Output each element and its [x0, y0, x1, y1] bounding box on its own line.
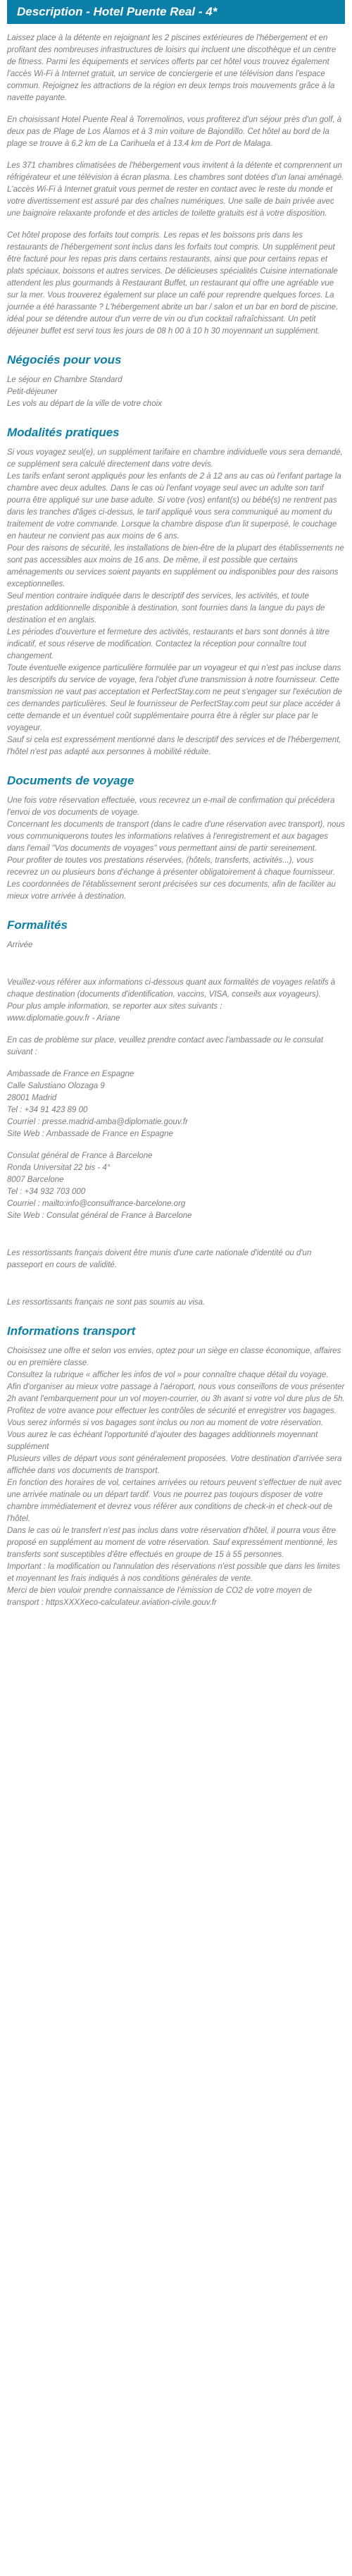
documents-line: Pour profiter de toutes vos prestations réservées, (hôtels, transferts, activités...), vous recevrez un ou plusieurs bons d'échange à présenter obligatoirement à chaque fournisseur.: [7, 856, 335, 877]
documents-text: [7, 795, 345, 903]
modalites-section: [7, 426, 345, 758]
page-title-banner: Description - Hotel Puente Real - 4*: [7, 0, 345, 24]
description-paragraph: En choisissant Hotel Puente Real à Torremolinos, vous profiterez d'un séjour près d'un golf, à deux pas de Plage de Los Álamos et à 3 min voiture de Bajondillo. Cet hôtel au bord de la plage se trouve à 6,2 km de La Carihuela et à 13,4 km de Port de Malaga.: [7, 116, 342, 148]
transport-line: Choisissez une offre et selon vos envies, optez pour un siège en classe économique, affaires ou en première classe.: [7, 1347, 341, 1367]
documents-line: Concernant les documents de transport (dans le cadre d'une réservation avec transport), nous vous communiquerons toutes les informations relatives à l'enregistrement et aux bagages dans l'email "Vos documents de voyages" vous permettant ainsi de partir sereinement.: [7, 820, 345, 853]
modalites-text: [7, 447, 345, 758]
modalites-line: Sauf si cela est expressément mentionné dans le descriptif des services et de l'hébergement, l'hôtel n'est pas adapté aux personnes à mobilité réduite.: [7, 736, 341, 756]
formalites-note-visa: Les ressortissants français ne sont pas soumis au visa.: [7, 1298, 206, 1307]
description-paragraph: Cet hôtel propose des forfaits tout compris. Les repas et les boissons pris dans les restaurants de l'hébergement sont inclus dans les forfaits tout compris. Un supplément peut être facturé pour les repas pris dans certains restaurants, ainsi que pour certains repas et plats spéciaux, boissons et autres services. De délicieuses spécialités Cuisine internationale attendent les plus gourmands à Restaurant Buffet, un restaurant qui offre une agréable vue sur la mer. Vous trouverez également sur place un café pour reprendre quelques forces. La journée a été harassante ? L'hébergement abrite un bar / salon et un bar en bord de piscine, idéal pour se détendre autour d'un verre de vin ou d'un cocktail rafraîchissant. Un petit déjeuner buffet est servi tous les jours de 08 h 00 à 10 h 30 moyennant un supplément.: [7, 231, 339, 335]
list-item: Les vols au départ de la ville de votre choix: [7, 400, 162, 408]
documents-section: [7, 774, 345, 903]
documents-heading: Documents de voyage: [7, 774, 134, 787]
transport-text: [7, 1345, 345, 1609]
transport-line: En fonction des horaires de vol, certaines arrivées ou retours peuvent s'effectuer de nuit avec une arrivée matinale ou un départ tardif. Vous ne pourrez pas toujours disposer de votre chambre immédiatement et devrez vous référer aux conditions de check-in et check-out de l'hôtel.: [7, 1479, 342, 1523]
formalites-line: Veuillez-vous référer aux informations ci-dessous quant aux formalités de voyages relatifs à chaque destination (documents d'identification, vaccins, VISA, conseils aux voyageurs).: [7, 978, 336, 999]
modalites-line: Les tarifs enfant seront appliqués pour les enfants de 2 à 12 ans au cas où l'enfant partage la chambre avec deux adultes. Dans le cas où l'enfant voyage seul avec un adulte son tarif pourra être appliqué sur une base adulte. Si votre (vos) enfant(s) ou bébé(s) ne rentrent pas dans les tranches d'âges ci-dessus, le tarif appliqué vous sera communiqué au moment du traitement de votre commande. Lorsque la chambre dispose d'un lit superposé, le couchage en hauteur ne convient pas aux moins de 6 ans.: [7, 472, 341, 541]
ambassade-website[interactable]: Site Web : Ambassade de France en Espagne: [7, 1130, 173, 1138]
list-item: Petit-déjeuner: [7, 388, 58, 396]
transport-line: Afin d'organiser au mieux votre passage à l'aéroport, nous vous conseillons de vous présenter 2h avant l'embarquement pour un vol moyen-courrier, ou 3h avant si votre vol dure plus de 5h. Profitez de votre avance pour effectuer les contrôles de sécurité et enregistrer vos bagages.: [7, 1383, 345, 1415]
consulat-phone: Tel : +34 932 703 000: [7, 1188, 86, 1196]
formalites-note-id: Les ressortissants français doivent être munis d'une carte nationale d'identité ou d'un passeport en cours de validité.: [7, 1249, 312, 1269]
formalites-section: [7, 918, 345, 1309]
description-paragraph: Les 371 chambres climatisées de l'hébergement vous invitent à la détente et comprennent un réfrigérateur et une télévision à écran plasma. Les chambres sont dotées d'un lanai aménagé. L'accès Wi-Fi à Internet gratuit vous permet de rester en contact avec le reste du monde et votre divertissement est assuré par des chaînes numériques. Une salle de bain privée avec une baignoire relaxante profonde et des articles de toilette gratuits est à votre disposition.: [7, 161, 344, 218]
modalites-line: Seul mention contraire indiquée dans le descriptif des services, les activités, et toute prestation additionnelle disponible à destination, sont fournies dans la langue du pays de destination et en anglais.: [7, 592, 325, 624]
documents-line: Les coordonnées de l'établissement seront précisées sur ces documents, afin de faciliter au mieux votre arrivée à destination.: [7, 880, 336, 901]
negocies-heading: Négociés pour vous: [7, 353, 122, 366]
ambassade-street: Calle Salustiano Olozaga 9: [7, 1082, 105, 1090]
spacer: [7, 1232, 345, 1247]
modalites-heading: Modalités pratiques: [7, 426, 120, 439]
ambassade-city: 28001 Madrid: [7, 1094, 57, 1102]
modalites-line: Pour des raisons de sécurité, les installations de bien-être de la plupart des établissements ne sont pas accessibles aux moins de 16 ans. De même, il est possible que certains aménagements ou services soient payants en supplément ou indisponibles pour des raisons exceptionnelles.: [7, 544, 344, 588]
description-section: [7, 32, 345, 338]
documents-line: Une fois votre réservation effectuée, vous recevrez un e-mail de confirmation qui précédera l'envoi de vos documents de voyage.: [7, 796, 335, 817]
ambassade-email[interactable]: Courriel : presse.madrid-amba@diplomatie.gouv.fr: [7, 1118, 188, 1126]
transport-line: Important : la modification ou l'annulation des réservations n'est possible que dans les limites et moyennant les frais indiqués à nos conditions générales de vente.: [7, 1563, 340, 1583]
formalites-info: [7, 977, 345, 1025]
consulat-block: [7, 1150, 345, 1222]
ambassade-phone: Tel : +34 91 423 89 00: [7, 1106, 88, 1114]
negocies-section: [7, 353, 345, 410]
consulat-website[interactable]: Site Web : Consulat général de France à Barcelone: [7, 1212, 192, 1220]
formalites-arrivee: Arrivée: [7, 941, 33, 949]
spacer: [7, 961, 345, 977]
transport-heading: Informations transport: [7, 1324, 136, 1338]
transport-line: Merci de bien vouloir prendre connaissance de l'émission de CO2 de votre moyen de transport : httpsXXXXeco-calculateur.aviation-civile.gouv.fr: [7, 1586, 313, 1607]
transport-line: Vous aurez le cas échéant l'opportunité d'ajouter des bagages additionnels moyennant supplément: [7, 1431, 318, 1451]
modalites-line: Les périodes d'ouverture et fermeture des activités, restaurants et bars sont donnés à titre indicatif, et sous réserve de modification. Contactez la réception pour connaître tout changement.: [7, 628, 329, 660]
negocies-list: [7, 374, 345, 410]
consulat-name: Consulat général de France à Barcelone: [7, 1152, 153, 1160]
modalites-line: Si vous voyagez seul(e), un supplément tarifaire en chambre individuelle vous sera demandé, ce supplément sera calculé directement dans votre devis.: [7, 448, 343, 469]
consulat-email[interactable]: Courriel : mailto:info@consulfrance-barcelone.org: [7, 1200, 186, 1208]
ambassade-name: Ambassade de France en Espagne: [7, 1070, 134, 1078]
formalites-problem: En cas de problème sur place, veuillez prendre contact avec l'ambassade ou le consulat suivant :: [7, 1036, 324, 1056]
ambassade-block: [7, 1068, 345, 1140]
formalites-heading: Formalités: [7, 918, 68, 932]
description-paragraph: Laissez place à la détente en rejoignant les 2 piscines extérieures de l'hébergement et en profitant des nombreuses infrastructures de loisirs qui incluent une discothèque et un centre de fitness. Parmi les équipements et services offerts par cet hôtel vous trouvez également l'accès Wi-Fi à Internet gratuit, un service de conciergerie et une télévision dans l'espace commun. Rejoignez les attractions de la région en deux temps trois mouvements grâce à la navette payante.: [7, 34, 337, 102]
formalites-line: Pour plus ample information, se reporter aux sites suivants :: [7, 1002, 222, 1011]
transport-line: Plusieurs villes de départ vous sont généralement proposées. Votre destination d'arrivée sera affichée dans vos documents de transport.: [7, 1455, 342, 1475]
transport-line: Dans le cas où le transfert n'est pas inclus dans votre réservation d'hôtel, il pourra vous être proposé en supplément au moment de votre réservation. Sauf expressément mentionné, les transferts sont susceptibles d'être effectués en groupe de 15 à 55 personnes.: [7, 1527, 338, 1559]
spacer: [7, 1281, 345, 1297]
modalites-line: Toute éventuelle exigence particulière formulée par un voyageur et qui n'est pas incluse dans les descriptifs du service de voyage, fera l'objet d'une transmission à notre fournisseur. Cette transmission ne vaut pas acceptation et PerfectStay.com ne peut s'engager sur l'exécution de ces demandes particulières. Seul le fournisseur de PerfectStay.com peut sur place accéder à cette demande et un éventuel coût supplémentaire pourra être à régler sur place par le voyageur.: [7, 664, 342, 732]
consulat-city: 8007 Barcelone: [7, 1176, 64, 1184]
transport-section: [7, 1324, 345, 1609]
consulat-street: Ronda Universitat 22 bis - 4°: [7, 1164, 111, 1172]
formalites-link[interactable]: www.diplomatie.gouv.fr - Ariane: [7, 1014, 120, 1023]
list-item: Le séjour en Chambre Standard: [7, 376, 122, 384]
transport-line: Vous serez informés si vos bagages sont inclus ou non au moment de votre réservation.: [7, 1419, 323, 1427]
transport-line: Consultez la rubrique « afficher les infos de vol » pour connaître chaque détail du voyage.: [7, 1371, 329, 1379]
